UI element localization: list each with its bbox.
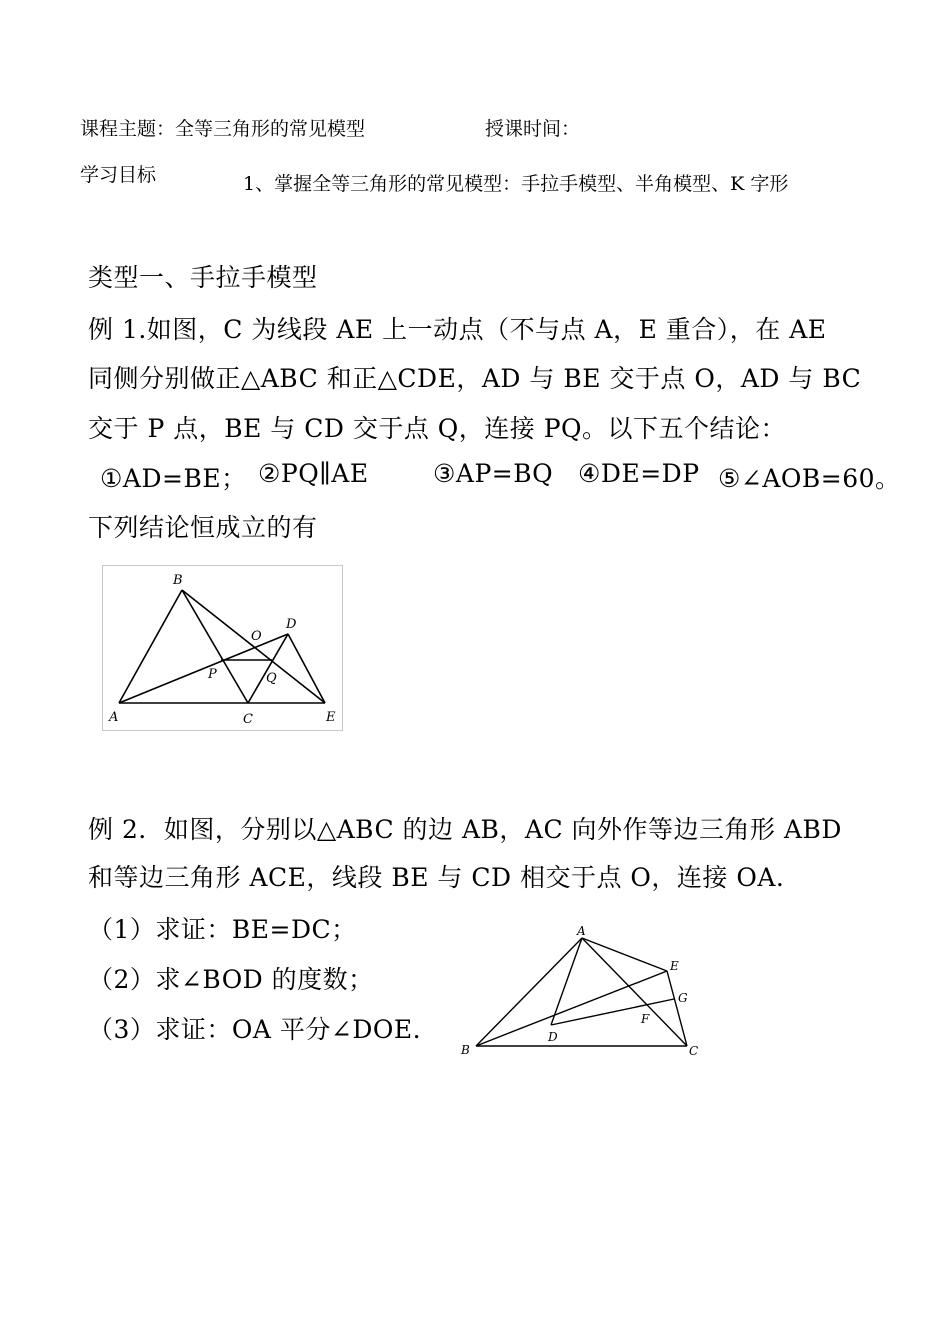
- label-e: E: [326, 710, 336, 725]
- label-p: P: [208, 667, 217, 682]
- label-c: C: [689, 1044, 699, 1058]
- segment-ad: [119, 634, 288, 703]
- example2-question-3: （3）求证：OA 平分∠DOE.: [88, 1015, 422, 1044]
- lesson-time-label: 授课时间：: [485, 118, 581, 140]
- label-c: C: [243, 712, 253, 727]
- label-b: B: [461, 1043, 470, 1057]
- segment-ab: [119, 590, 182, 703]
- label-o: O: [251, 629, 262, 644]
- segment-ac: [582, 938, 687, 1046]
- example2-figure: [458, 922, 708, 1062]
- label-d: D: [548, 1030, 558, 1044]
- example1-figure: [102, 565, 343, 731]
- example2-line1: 例 2．如图，分别以△ABC 的边 AB，AC 向外作等边三角形 ABD: [88, 815, 842, 844]
- section-title: 类型一、手拉手模型: [88, 263, 318, 292]
- conclusion-1: ①AD=BE；: [100, 464, 247, 493]
- conclusion-4: ④DE=DP: [578, 459, 700, 488]
- example2-question-1: （1）求证：BE=DC；: [88, 915, 357, 944]
- learning-goal-label: 学习目标: [80, 164, 157, 186]
- equilateral-triangles-diagram: [458, 922, 708, 1062]
- label-g: G: [678, 991, 688, 1005]
- segment-dg: [551, 999, 674, 1025]
- segment-ad: [551, 938, 582, 1025]
- example2-question-2: （2）求∠BOD 的度数；: [88, 965, 374, 994]
- segment-ba: [476, 938, 582, 1046]
- conclusion-5: ⑤∠AOB=60。: [718, 464, 901, 493]
- segment-de: [288, 634, 325, 703]
- learning-goal-item: 1、掌握全等三角形的常见模型：手拉手模型、半角模型、K 字形: [243, 173, 789, 195]
- segment-bc: [182, 590, 248, 703]
- example1-line1: 例 1.如图，C 为线段 AE 上一动点（不与点 A，E 重合），在 AE: [88, 315, 827, 344]
- label-q: Q: [266, 671, 277, 686]
- example1-line2: 同侧分别做正△ABC 和正△CDE，AD 与 BE 交于点 O，AD 与 BC: [88, 364, 862, 393]
- segment-be: [476, 971, 667, 1046]
- label-d: D: [286, 617, 297, 632]
- segment-ae: [582, 938, 667, 971]
- label-f: F: [641, 1012, 650, 1026]
- conclusion-2: ②PQ∥AE: [258, 459, 369, 488]
- example2-line2: 和等边三角形 ACE，线段 BE 与 CD 相交于点 O，连接 OA.: [88, 863, 785, 892]
- hand-in-hand-diagram: [103, 566, 342, 730]
- label-b: B: [173, 573, 183, 588]
- segment-be: [182, 590, 325, 703]
- example1-question: 下列结论恒成立的有: [88, 513, 318, 542]
- example1-line3: 交于 P 点，BE 与 CD 交于点 Q，连接 PQ。以下五个结论：: [88, 414, 787, 443]
- label-e: E: [670, 959, 679, 973]
- conclusion-3: ③AP=BQ: [433, 459, 554, 488]
- label-a: A: [577, 924, 586, 938]
- label-a: A: [109, 710, 119, 725]
- course-topic: 课程主题：全等三角形的常见模型: [80, 118, 366, 140]
